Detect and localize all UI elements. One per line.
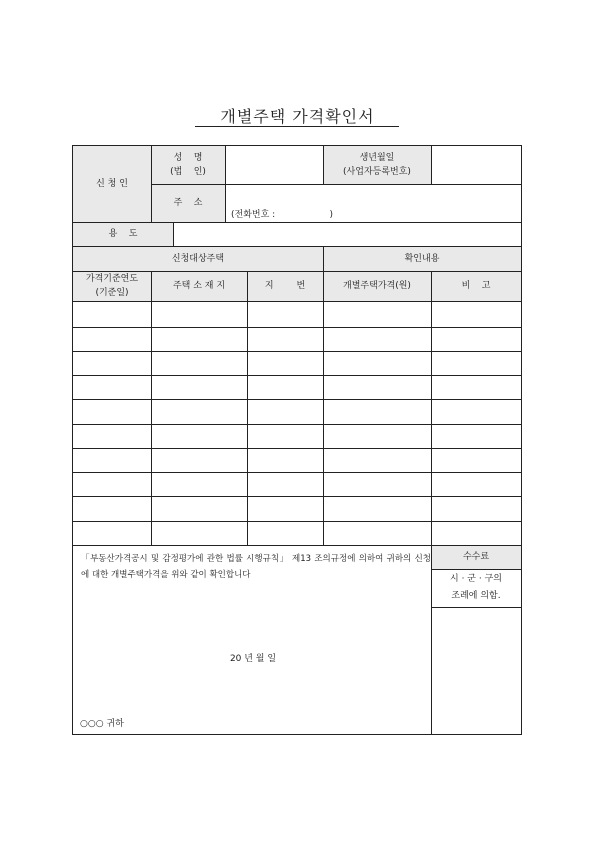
address-label: 주 소: [151, 184, 225, 222]
section-confirm: 확인내용: [323, 246, 521, 271]
col-remarks: 비 고: [431, 271, 521, 301]
purpose-field[interactable]: [173, 222, 521, 246]
title-underline: [195, 126, 399, 127]
rule: [431, 146, 432, 184]
price-confirmation-form: [72, 145, 522, 735]
name-field[interactable]: [225, 146, 323, 184]
rule: [323, 146, 324, 184]
birth-field[interactable]: [431, 146, 521, 184]
table-row: [73, 327, 521, 328]
table-row: [73, 424, 521, 425]
col-price: 개별주택가격(원): [323, 271, 431, 301]
fee-text: 시 · 군 · 구의 조례에 의함.: [450, 574, 502, 601]
birth-label: 생년월일 (사업자등록번호): [323, 146, 431, 184]
rule: [173, 222, 174, 246]
rule: [225, 146, 226, 222]
table-row: [73, 472, 521, 473]
rule: [73, 246, 521, 247]
rule: [151, 146, 152, 222]
rule: [73, 271, 521, 272]
table-row: [73, 399, 521, 400]
name-label: 성 명 (법 인): [151, 146, 225, 184]
table-row: [73, 351, 521, 352]
rule: [323, 246, 324, 545]
col-location: 주택 소 재 지: [151, 271, 247, 301]
rule: [151, 271, 152, 545]
purpose-label: 용 도: [73, 222, 173, 246]
declaration-text: 「부동산가격공시 및 감정평가에 관한 법률 시행규칙」 제13 조의규정에 의하여 귀하의 신청에 대한 개별주택가격을 위와 같이 확인합니다: [81, 554, 431, 580]
table-row: [73, 545, 521, 546]
rule: [431, 607, 521, 608]
rule: [73, 301, 521, 302]
page-title: 개별주택 가격확인서: [220, 107, 375, 126]
applicant-label: 신 청 인: [73, 146, 151, 222]
table-row: [73, 521, 521, 522]
table-row: [73, 448, 521, 449]
fee-label: 수수료: [431, 545, 521, 569]
col-base-year: 가격기준연도 (기준일): [73, 271, 151, 301]
rule: [431, 569, 521, 570]
phone-text: (전화번호 : ): [231, 210, 334, 220]
table-row: [73, 496, 521, 497]
section-target: 신청대상주택: [73, 246, 323, 271]
date-line: 20 년 월 일: [229, 654, 277, 664]
col-lot: 지 번: [247, 271, 323, 301]
rule: [431, 271, 432, 734]
addressee: ○○○ 귀하: [80, 719, 124, 729]
rule: [151, 184, 521, 185]
rule: [73, 222, 521, 223]
table-row: [73, 375, 521, 376]
rule: [247, 271, 248, 545]
